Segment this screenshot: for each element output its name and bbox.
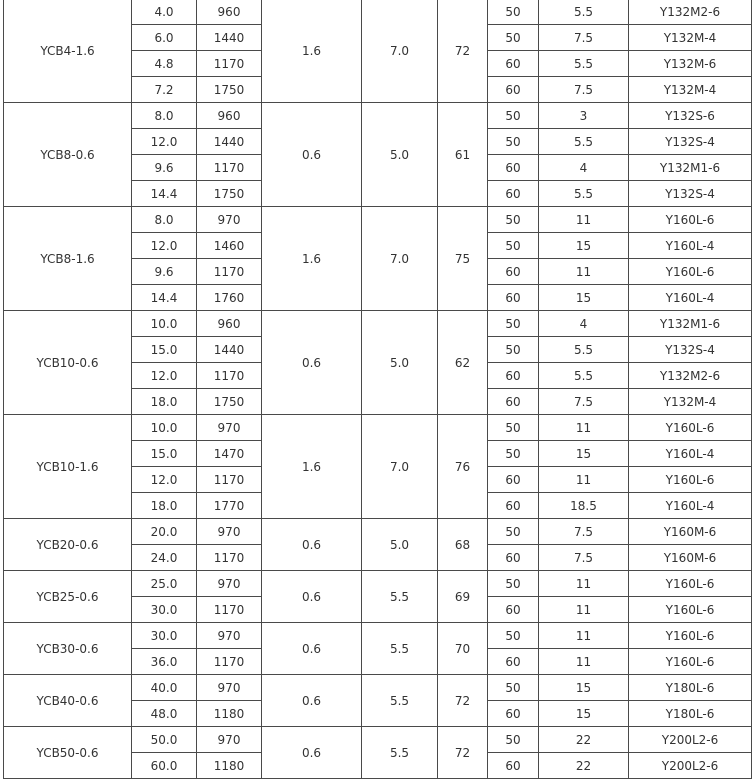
value-cell: 68 [438, 519, 488, 571]
table-row [4, 207, 752, 233]
motor-model-cell: Y132M1-6 [629, 311, 752, 337]
value-cell: 5.5 [362, 571, 438, 623]
power-cell: 7.5 [539, 77, 629, 103]
frequency-cell: 50 [488, 129, 539, 155]
value-cell: 69 [438, 571, 488, 623]
flow-cell: 20.0 [132, 519, 197, 545]
motor-model-cell: Y160L-6 [629, 597, 752, 623]
motor-model-cell: Y160L-4 [629, 493, 752, 519]
frequency-cell: 50 [488, 103, 539, 129]
frequency-cell: 50 [488, 441, 539, 467]
power-cell: 15 [539, 285, 629, 311]
frequency-cell: 60 [488, 181, 539, 207]
frequency-cell: 60 [488, 467, 539, 493]
table-row [4, 571, 752, 597]
speed-cell: 960 [197, 311, 262, 337]
pressure-cell: 0.6 [262, 623, 362, 675]
speed-cell: 1180 [197, 753, 262, 779]
power-cell: 11 [539, 207, 629, 233]
table-row [4, 519, 752, 545]
flow-cell: 48.0 [132, 701, 197, 727]
table-row [4, 103, 752, 129]
value-cell: 72 [438, 675, 488, 727]
speed-cell: 1440 [197, 129, 262, 155]
motor-model-cell: Y160M-6 [629, 519, 752, 545]
pressure-cell: 0.6 [262, 571, 362, 623]
pressure-cell: 1.6 [262, 0, 362, 103]
pressure-cell: 1.6 [262, 415, 362, 519]
power-cell: 11 [539, 649, 629, 675]
pressure-cell: 1.6 [262, 207, 362, 311]
motor-model-cell: Y160L-6 [629, 467, 752, 493]
power-cell: 18.5 [539, 493, 629, 519]
power-cell: 11 [539, 571, 629, 597]
flow-cell: 15.0 [132, 337, 197, 363]
pressure-cell: 0.6 [262, 727, 362, 779]
pressure-cell: 0.6 [262, 103, 362, 207]
frequency-cell: 50 [488, 519, 539, 545]
table-row [4, 415, 752, 441]
motor-model-cell: Y200L2-6 [629, 753, 752, 779]
frequency-cell: 50 [488, 25, 539, 51]
frequency-cell: 60 [488, 597, 539, 623]
flow-cell: 24.0 [132, 545, 197, 571]
motor-model-cell: Y132M-6 [629, 51, 752, 77]
speed-cell: 1460 [197, 233, 262, 259]
speed-cell: 1750 [197, 389, 262, 415]
power-cell: 4 [539, 311, 629, 337]
value-cell: 7.0 [362, 207, 438, 311]
flow-cell: 12.0 [132, 467, 197, 493]
speed-cell: 970 [197, 623, 262, 649]
value-cell: 72 [438, 0, 488, 103]
speed-cell: 970 [197, 519, 262, 545]
motor-model-cell: Y132M1-6 [629, 155, 752, 181]
power-cell: 5.5 [539, 337, 629, 363]
motor-model-cell: Y180L-6 [629, 675, 752, 701]
power-cell: 5.5 [539, 363, 629, 389]
motor-model-cell: Y160L-6 [629, 649, 752, 675]
motor-model-cell: Y132M-4 [629, 25, 752, 51]
power-cell: 11 [539, 597, 629, 623]
flow-cell: 12.0 [132, 363, 197, 389]
flow-cell: 7.2 [132, 77, 197, 103]
frequency-cell: 60 [488, 77, 539, 103]
frequency-cell: 50 [488, 675, 539, 701]
value-cell: 5.5 [362, 623, 438, 675]
frequency-cell: 60 [488, 259, 539, 285]
speed-cell: 970 [197, 571, 262, 597]
speed-cell: 1750 [197, 77, 262, 103]
flow-cell: 15.0 [132, 441, 197, 467]
speed-cell: 970 [197, 207, 262, 233]
frequency-cell: 50 [488, 571, 539, 597]
value-cell: 5.5 [362, 727, 438, 779]
model-cell: YCB4-1.6 [4, 0, 132, 103]
flow-cell: 12.0 [132, 233, 197, 259]
flow-cell: 8.0 [132, 207, 197, 233]
motor-model-cell: Y160L-4 [629, 233, 752, 259]
motor-model-cell: Y132M2-6 [629, 0, 752, 25]
value-cell: 72 [438, 727, 488, 779]
motor-model-cell: Y200L2-6 [629, 727, 752, 753]
frequency-cell: 60 [488, 753, 539, 779]
speed-cell: 960 [197, 0, 262, 25]
motor-model-cell: Y160L-6 [629, 623, 752, 649]
motor-model-cell: Y132M2-6 [629, 363, 752, 389]
frequency-cell: 60 [488, 363, 539, 389]
frequency-cell: 60 [488, 701, 539, 727]
flow-cell: 36.0 [132, 649, 197, 675]
model-cell: YCB40-0.6 [4, 675, 132, 727]
flow-cell: 6.0 [132, 25, 197, 51]
flow-cell: 4.8 [132, 51, 197, 77]
power-cell: 5.5 [539, 0, 629, 25]
power-cell: 7.5 [539, 519, 629, 545]
frequency-cell: 50 [488, 0, 539, 25]
speed-cell: 1170 [197, 259, 262, 285]
flow-cell: 30.0 [132, 597, 197, 623]
flow-cell: 14.4 [132, 285, 197, 311]
speed-cell: 1170 [197, 155, 262, 181]
frequency-cell: 50 [488, 727, 539, 753]
speed-cell: 1440 [197, 337, 262, 363]
motor-model-cell: Y160L-6 [629, 207, 752, 233]
motor-model-cell: Y160L-4 [629, 285, 752, 311]
power-cell: 22 [539, 753, 629, 779]
speed-cell: 1170 [197, 597, 262, 623]
value-cell: 62 [438, 311, 488, 415]
table-row [4, 675, 752, 701]
frequency-cell: 60 [488, 389, 539, 415]
power-cell: 15 [539, 441, 629, 467]
power-cell: 7.5 [539, 25, 629, 51]
speed-cell: 1440 [197, 25, 262, 51]
flow-cell: 18.0 [132, 493, 197, 519]
speed-cell: 970 [197, 675, 262, 701]
power-cell: 11 [539, 259, 629, 285]
power-cell: 15 [539, 233, 629, 259]
power-cell: 4 [539, 155, 629, 181]
speed-cell: 1170 [197, 545, 262, 571]
flow-cell: 14.4 [132, 181, 197, 207]
flow-cell: 4.0 [132, 0, 197, 25]
model-cell: YCB8-1.6 [4, 207, 132, 311]
flow-cell: 10.0 [132, 311, 197, 337]
pressure-cell: 0.6 [262, 519, 362, 571]
flow-cell: 9.6 [132, 155, 197, 181]
power-cell: 3 [539, 103, 629, 129]
model-cell: YCB10-1.6 [4, 415, 132, 519]
motor-model-cell: Y132S-4 [629, 337, 752, 363]
motor-model-cell: Y132S-4 [629, 129, 752, 155]
table-row [4, 311, 752, 337]
frequency-cell: 50 [488, 415, 539, 441]
power-cell: 7.5 [539, 389, 629, 415]
speed-cell: 1170 [197, 51, 262, 77]
value-cell: 7.0 [362, 0, 438, 103]
power-cell: 11 [539, 415, 629, 441]
power-cell: 15 [539, 675, 629, 701]
flow-cell: 12.0 [132, 129, 197, 155]
frequency-cell: 60 [488, 545, 539, 571]
flow-cell: 60.0 [132, 753, 197, 779]
motor-model-cell: Y160L-4 [629, 441, 752, 467]
frequency-cell: 60 [488, 493, 539, 519]
speed-cell: 1750 [197, 181, 262, 207]
power-cell: 5.5 [539, 181, 629, 207]
table-body [4, 0, 752, 779]
flow-cell: 10.0 [132, 415, 197, 441]
motor-model-cell: Y132M-4 [629, 77, 752, 103]
speed-cell: 1770 [197, 493, 262, 519]
motor-model-cell: Y160M-6 [629, 545, 752, 571]
frequency-cell: 50 [488, 337, 539, 363]
flow-cell: 30.0 [132, 623, 197, 649]
speed-cell: 1470 [197, 441, 262, 467]
motor-model-cell: Y160L-6 [629, 415, 752, 441]
speed-cell: 1180 [197, 701, 262, 727]
flow-cell: 25.0 [132, 571, 197, 597]
power-cell: 11 [539, 467, 629, 493]
flow-cell: 9.6 [132, 259, 197, 285]
speed-cell: 960 [197, 103, 262, 129]
motor-model-cell: Y132S-6 [629, 103, 752, 129]
frequency-cell: 50 [488, 207, 539, 233]
frequency-cell: 50 [488, 623, 539, 649]
value-cell: 5.0 [362, 519, 438, 571]
model-cell: YCB8-0.6 [4, 103, 132, 207]
power-cell: 7.5 [539, 545, 629, 571]
value-cell: 5.0 [362, 311, 438, 415]
flow-cell: 50.0 [132, 727, 197, 753]
value-cell: 7.0 [362, 415, 438, 519]
frequency-cell: 50 [488, 311, 539, 337]
speed-cell: 1170 [197, 467, 262, 493]
value-cell: 75 [438, 207, 488, 311]
speed-cell: 970 [197, 727, 262, 753]
value-cell: 76 [438, 415, 488, 519]
power-cell: 11 [539, 623, 629, 649]
flow-cell: 40.0 [132, 675, 197, 701]
motor-model-cell: Y160L-6 [629, 571, 752, 597]
speed-cell: 970 [197, 415, 262, 441]
power-cell: 15 [539, 701, 629, 727]
speed-cell: 1170 [197, 649, 262, 675]
frequency-cell: 50 [488, 233, 539, 259]
value-cell: 70 [438, 623, 488, 675]
motor-model-cell: Y180L-6 [629, 701, 752, 727]
frequency-cell: 60 [488, 649, 539, 675]
model-cell: YCB30-0.6 [4, 623, 132, 675]
motor-model-cell: Y160L-6 [629, 259, 752, 285]
value-cell: 5.5 [362, 675, 438, 727]
motor-model-cell: Y132S-4 [629, 181, 752, 207]
pressure-cell: 0.6 [262, 675, 362, 727]
flow-cell: 8.0 [132, 103, 197, 129]
frequency-cell: 60 [488, 285, 539, 311]
model-cell: YCB10-0.6 [4, 311, 132, 415]
frequency-cell: 60 [488, 51, 539, 77]
speed-cell: 1760 [197, 285, 262, 311]
power-cell: 5.5 [539, 129, 629, 155]
power-cell: 5.5 [539, 51, 629, 77]
power-cell: 22 [539, 727, 629, 753]
table-row [4, 727, 752, 753]
model-cell: YCB25-0.6 [4, 571, 132, 623]
value-cell: 5.0 [362, 103, 438, 207]
flow-cell: 18.0 [132, 389, 197, 415]
model-cell: YCB50-0.6 [4, 727, 132, 779]
pressure-cell: 0.6 [262, 311, 362, 415]
motor-model-cell: Y132M-4 [629, 389, 752, 415]
pump-spec-table [3, 0, 752, 779]
speed-cell: 1170 [197, 363, 262, 389]
table-row [4, 0, 752, 25]
model-cell: YCB20-0.6 [4, 519, 132, 571]
frequency-cell: 60 [488, 155, 539, 181]
value-cell: 61 [438, 103, 488, 207]
table-row [4, 623, 752, 649]
